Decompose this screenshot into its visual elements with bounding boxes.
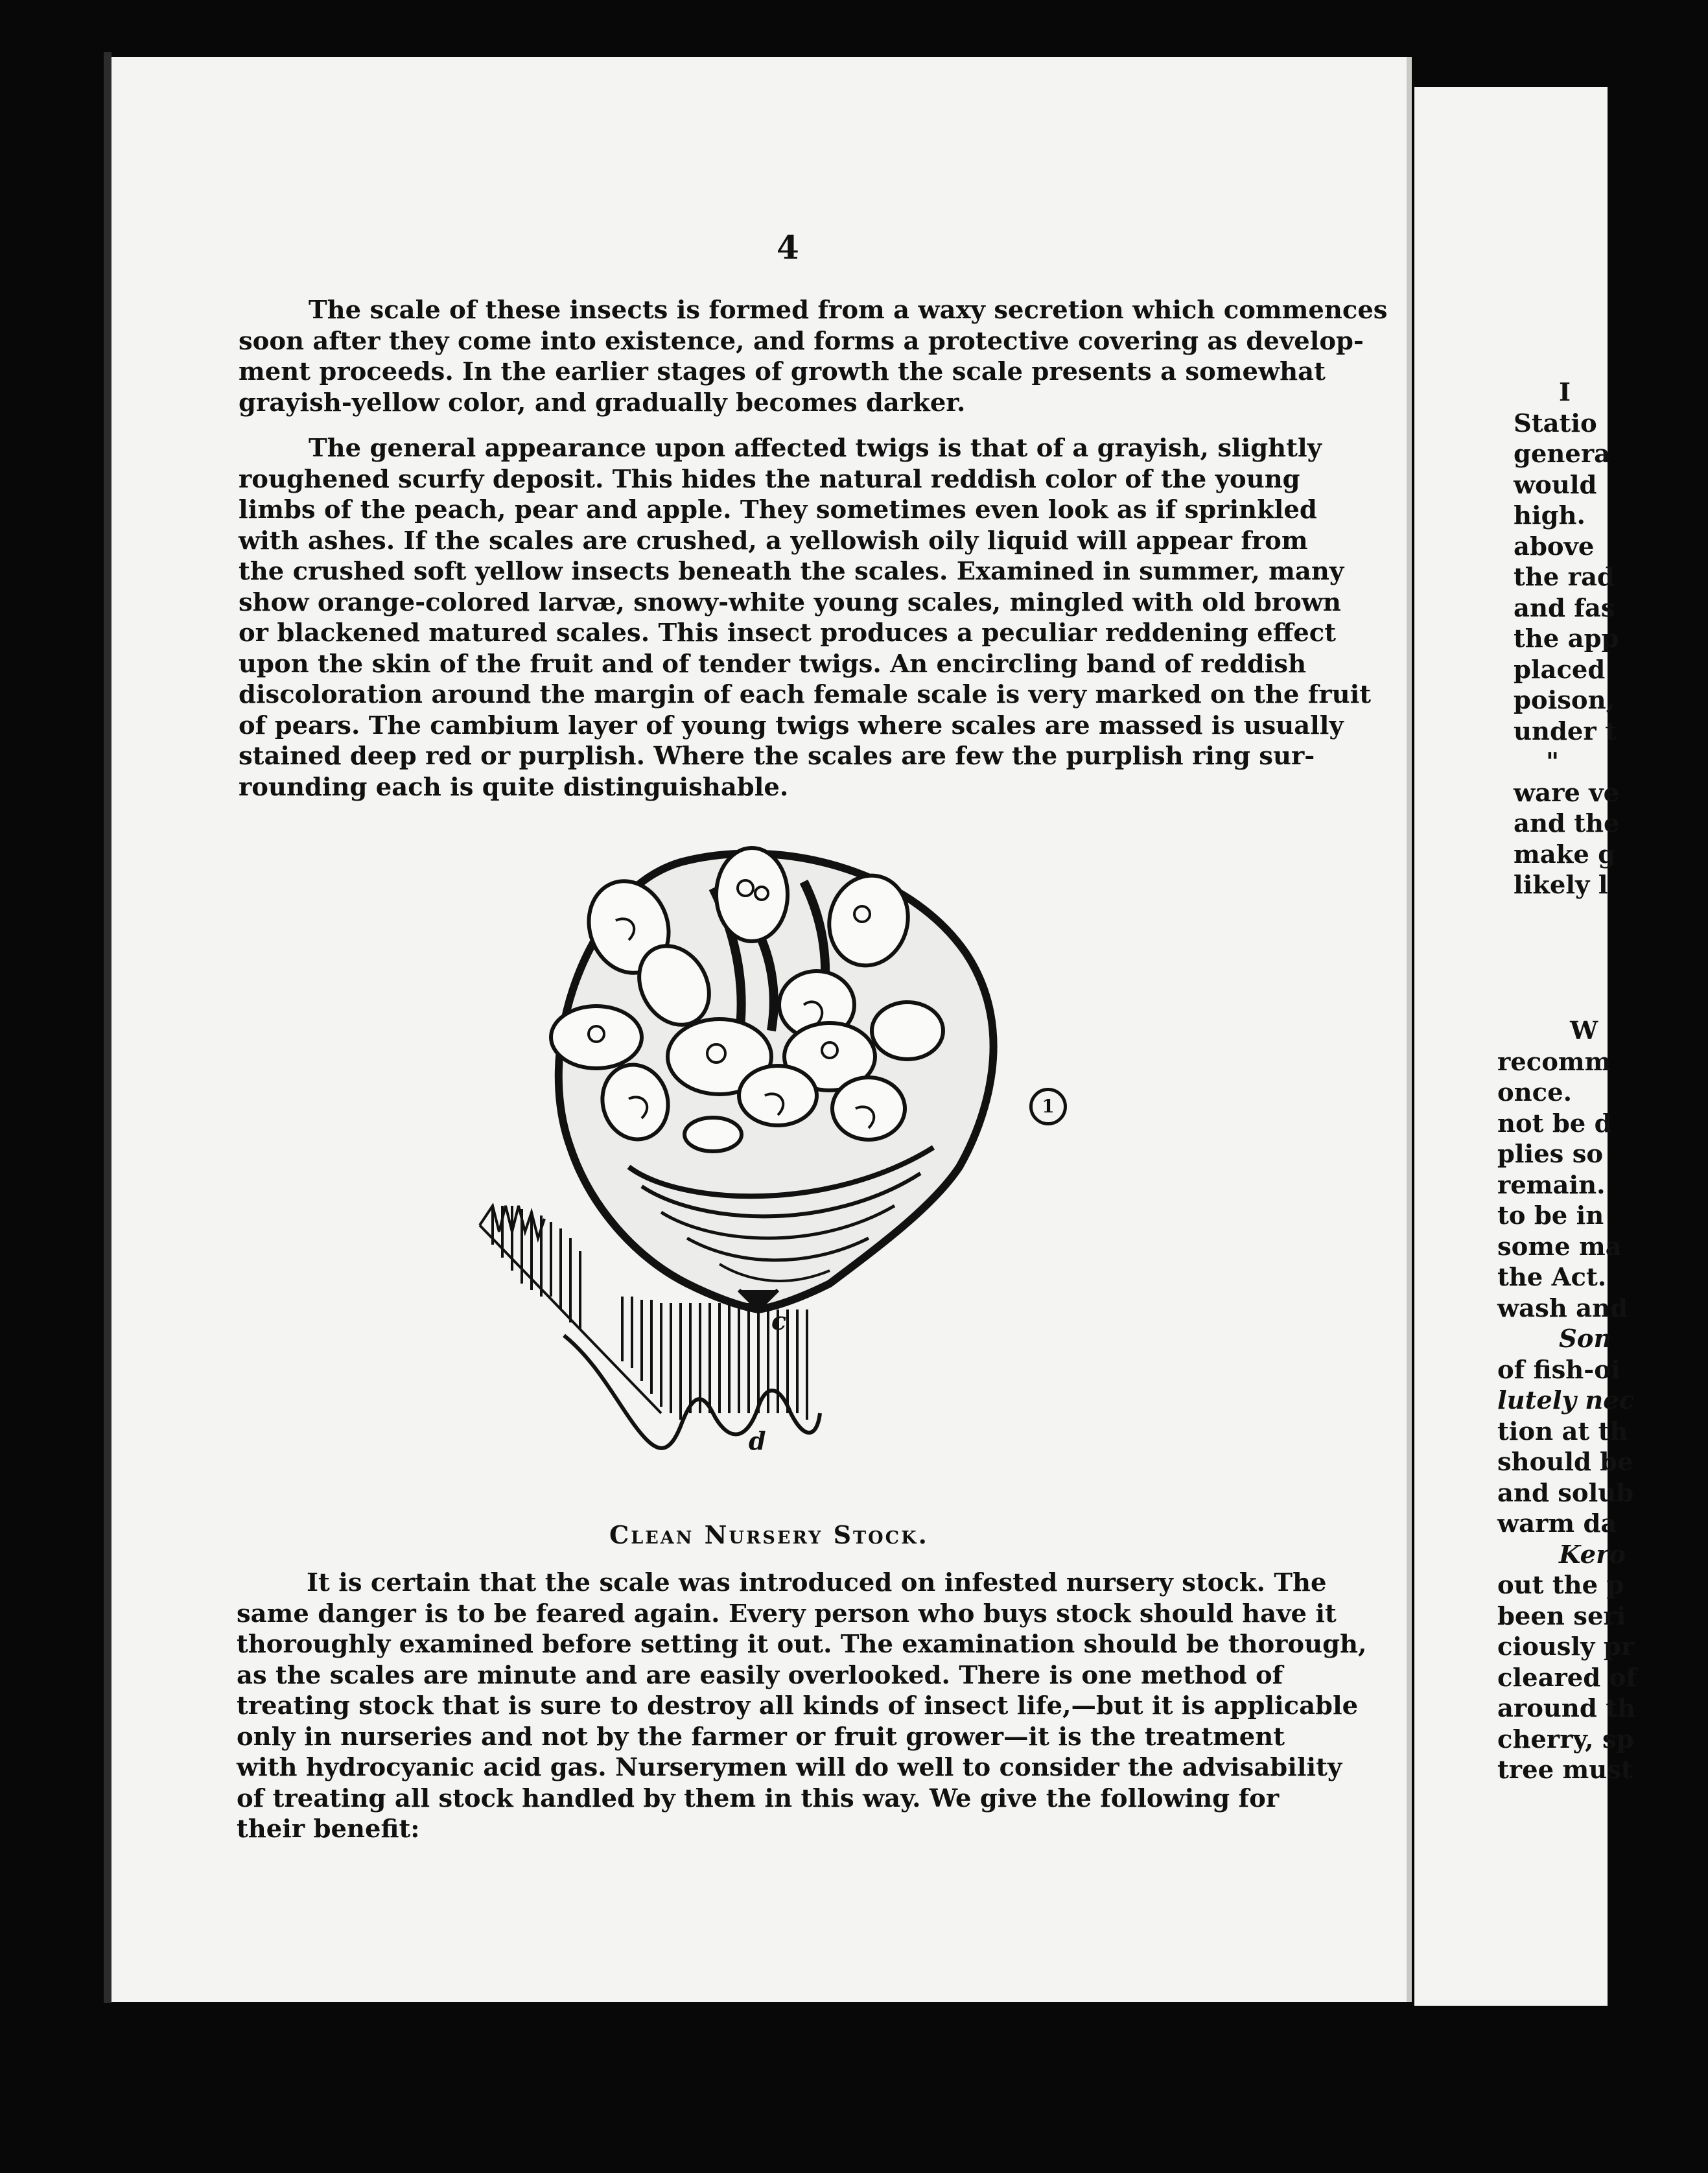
text-line: genera [1514, 440, 1611, 469]
figure-label-c: c [771, 1306, 787, 1335]
text-line: out the p [1497, 1571, 1624, 1600]
text-line: the Act. [1497, 1263, 1607, 1292]
text-line: and the [1514, 809, 1620, 838]
text-line: likely l [1514, 871, 1608, 900]
paragraph-scale-formation [239, 295, 1388, 418]
text-line: rounding each is quite distinguishable. [239, 772, 789, 802]
text-line: The scale of these insects is formed from a waxy secretion which commences [309, 296, 1388, 325]
text-line: recomm [1497, 1047, 1611, 1077]
scale-insect-illustration [467, 843, 1089, 1491]
text-line: cleared of [1497, 1663, 1637, 1693]
text-line: once. [1497, 1078, 1573, 1107]
text-line: tree must [1497, 1756, 1633, 1785]
text-line: above [1514, 532, 1595, 561]
text-line: cherry, sp [1497, 1724, 1634, 1754]
text-line: with ashes. If the scales are crushed, a yellowish oily liquid will appear from [239, 526, 1308, 556]
text-line: should be [1497, 1448, 1633, 1477]
figure-label-d: d [749, 1426, 766, 1455]
text-line: warm da [1497, 1509, 1617, 1538]
page-number: 4 [777, 228, 799, 266]
text-line: remain. [1497, 1170, 1606, 1200]
text-line: around th [1497, 1694, 1635, 1723]
text-line: lutely nec [1497, 1386, 1635, 1415]
text-line: ware ve [1514, 778, 1620, 808]
text-line: ciously pr [1497, 1632, 1635, 1662]
text-line: of treating all stock handled by them in this way. We give the following for [237, 1783, 1280, 1813]
text-line: would [1514, 470, 1597, 500]
text-line: Son [1559, 1324, 1612, 1354]
text-line: soon after they come into existence, and forms a protective covering as develop- [239, 326, 1364, 356]
text-line: ment proceeds. In the earlier stages of growth the scale presents a somewhat [239, 357, 1326, 386]
text-line: grayish-yellow color, and gradually becomes darker. [239, 388, 966, 417]
text-line: under t [1514, 716, 1617, 746]
text-line: only in nurseries and not by the farmer or fruit grower—it is the treatment [237, 1722, 1285, 1752]
text-line: some ma [1497, 1232, 1622, 1262]
text-line: Kero [1559, 1540, 1626, 1569]
text-line: same danger is to be feared again. Every person who buys stock should have it [237, 1599, 1337, 1628]
paragraph-general-appearance [239, 433, 1372, 803]
figure-caption: Clean Nursery Stock. [609, 1520, 929, 1549]
text-line: " [1546, 747, 1560, 777]
text-line: I [1559, 378, 1571, 407]
text-line: been seri [1497, 1601, 1626, 1631]
right-page-fragment-bottom [1497, 1016, 1692, 1786]
text-line: with hydrocyanic acid gas. Nurserymen will do well to consider the advisability [237, 1753, 1342, 1782]
text-line: not be d [1497, 1109, 1612, 1138]
text-line: plies so [1497, 1140, 1604, 1169]
text-line: upon the skin of the fruit and of tender twigs. An encircling band of reddish [239, 649, 1307, 679]
text-line: thoroughly examined before setting it out. The examination should be thorough, [237, 1630, 1367, 1659]
text-line: treating stock that is sure to destroy all kinds of insect life,—but it is applicable [237, 1691, 1359, 1721]
text-line: or blackened matured scales. This insect produces a peculiar reddening effect [239, 618, 1337, 648]
scale-insect-drawing [467, 843, 1089, 1491]
text-line: high. [1514, 501, 1585, 530]
text-line: stained deep red or purplish. Where the scales are few the purplish ring sur- [239, 742, 1315, 771]
text-line: roughened scurfy deposit. This hides the natural reddish color of the young [239, 464, 1300, 494]
paragraph-nursery-stock [237, 1568, 1367, 1845]
text-line: their benefit: [237, 1815, 420, 1844]
page-edge-shadow [104, 52, 111, 2003]
text-line: and fas [1514, 593, 1615, 623]
text-line: It is certain that the scale was introduced on infested nursery stock. The [307, 1568, 1327, 1597]
text-line: the crushed soft yellow insects beneath the scales. Examined in summer, many [239, 557, 1344, 586]
text-line: and solub [1497, 1478, 1634, 1508]
text-line: make g [1514, 840, 1616, 869]
text-line: of fish-oi [1497, 1355, 1620, 1385]
text-line: limbs of the peach, pear and apple. They sometimes even look as if sprinkled [239, 495, 1317, 524]
text-line: wash and [1497, 1293, 1628, 1323]
right-page-fragment-top [1514, 377, 1708, 901]
text-line: discoloration around the margin of each female scale is very marked on the fruit [239, 680, 1372, 709]
text-line: as the scales are minute and are easily overlooked. There is one method of [237, 1660, 1283, 1690]
text-line: of pears. The cambium layer of young twigs where scales are massed is usually [239, 711, 1344, 740]
figure-number: 1 [1029, 1088, 1067, 1125]
text-line: Statio [1514, 408, 1597, 438]
text-line: W [1570, 1016, 1598, 1046]
text-line: the app [1514, 624, 1619, 653]
text-line: to be in [1497, 1201, 1604, 1230]
text-line: poison, [1514, 686, 1615, 715]
text-line: the rad [1514, 563, 1615, 592]
text-line: show orange-colored larvæ, snowy-white young scales, mingled with old brown [239, 587, 1341, 617]
text-line: placed [1514, 655, 1606, 685]
text-line: tion at th [1497, 1416, 1628, 1446]
text-line: The general appearance upon affected twigs is that of a grayish, slightly [309, 434, 1322, 463]
